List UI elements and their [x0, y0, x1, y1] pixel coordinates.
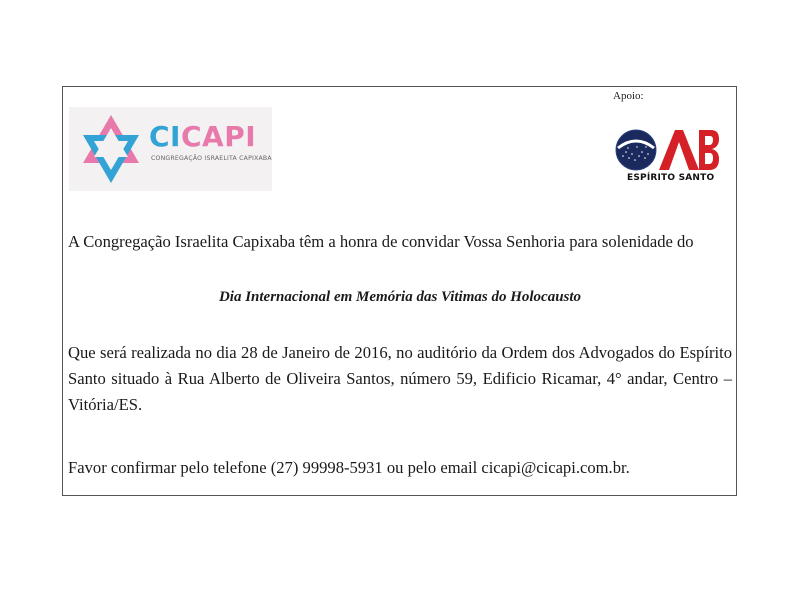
support-label: Apoio:	[613, 90, 644, 102]
invitation-intro: A Congregação Israelita Capixaba têm a honra de convidar Vossa Senhoria para solenidade do	[68, 232, 694, 251]
cicapi-wordmark-ci: CI	[149, 120, 181, 153]
rsvp-line: Favor confirmar pelo telefone (27) 99998-5931 ou pelo email cicapi@cicapi.com.br.	[68, 458, 630, 477]
event-details: Que será realizada no dia 28 de Janeiro de 2016, no auditório da Ordem dos Advogados do Espírito Santo situado à Rua Alberto de Oliveira Santos, número 59, Edificio Ricamar, 4° andar, Centro – Vitória/ES.	[68, 343, 732, 414]
cicapi-wordmark-capi: CAPI	[180, 120, 257, 153]
cicapi-wordmark	[149, 120, 257, 153]
oab-logo	[615, 128, 719, 188]
cicapi-subtitle: CONGREGAÇÃO ISRAELITA CAPIXABA	[151, 155, 272, 162]
cicapi-logo	[69, 107, 272, 191]
oab-subtitle: ESPÍRITO SANTO	[627, 173, 715, 183]
star-of-david-icon	[79, 111, 143, 187]
oab-mark-icon	[615, 128, 719, 172]
event-title: Dia Internacional em Memória das Vitimas do Holocausto	[218, 289, 582, 305]
